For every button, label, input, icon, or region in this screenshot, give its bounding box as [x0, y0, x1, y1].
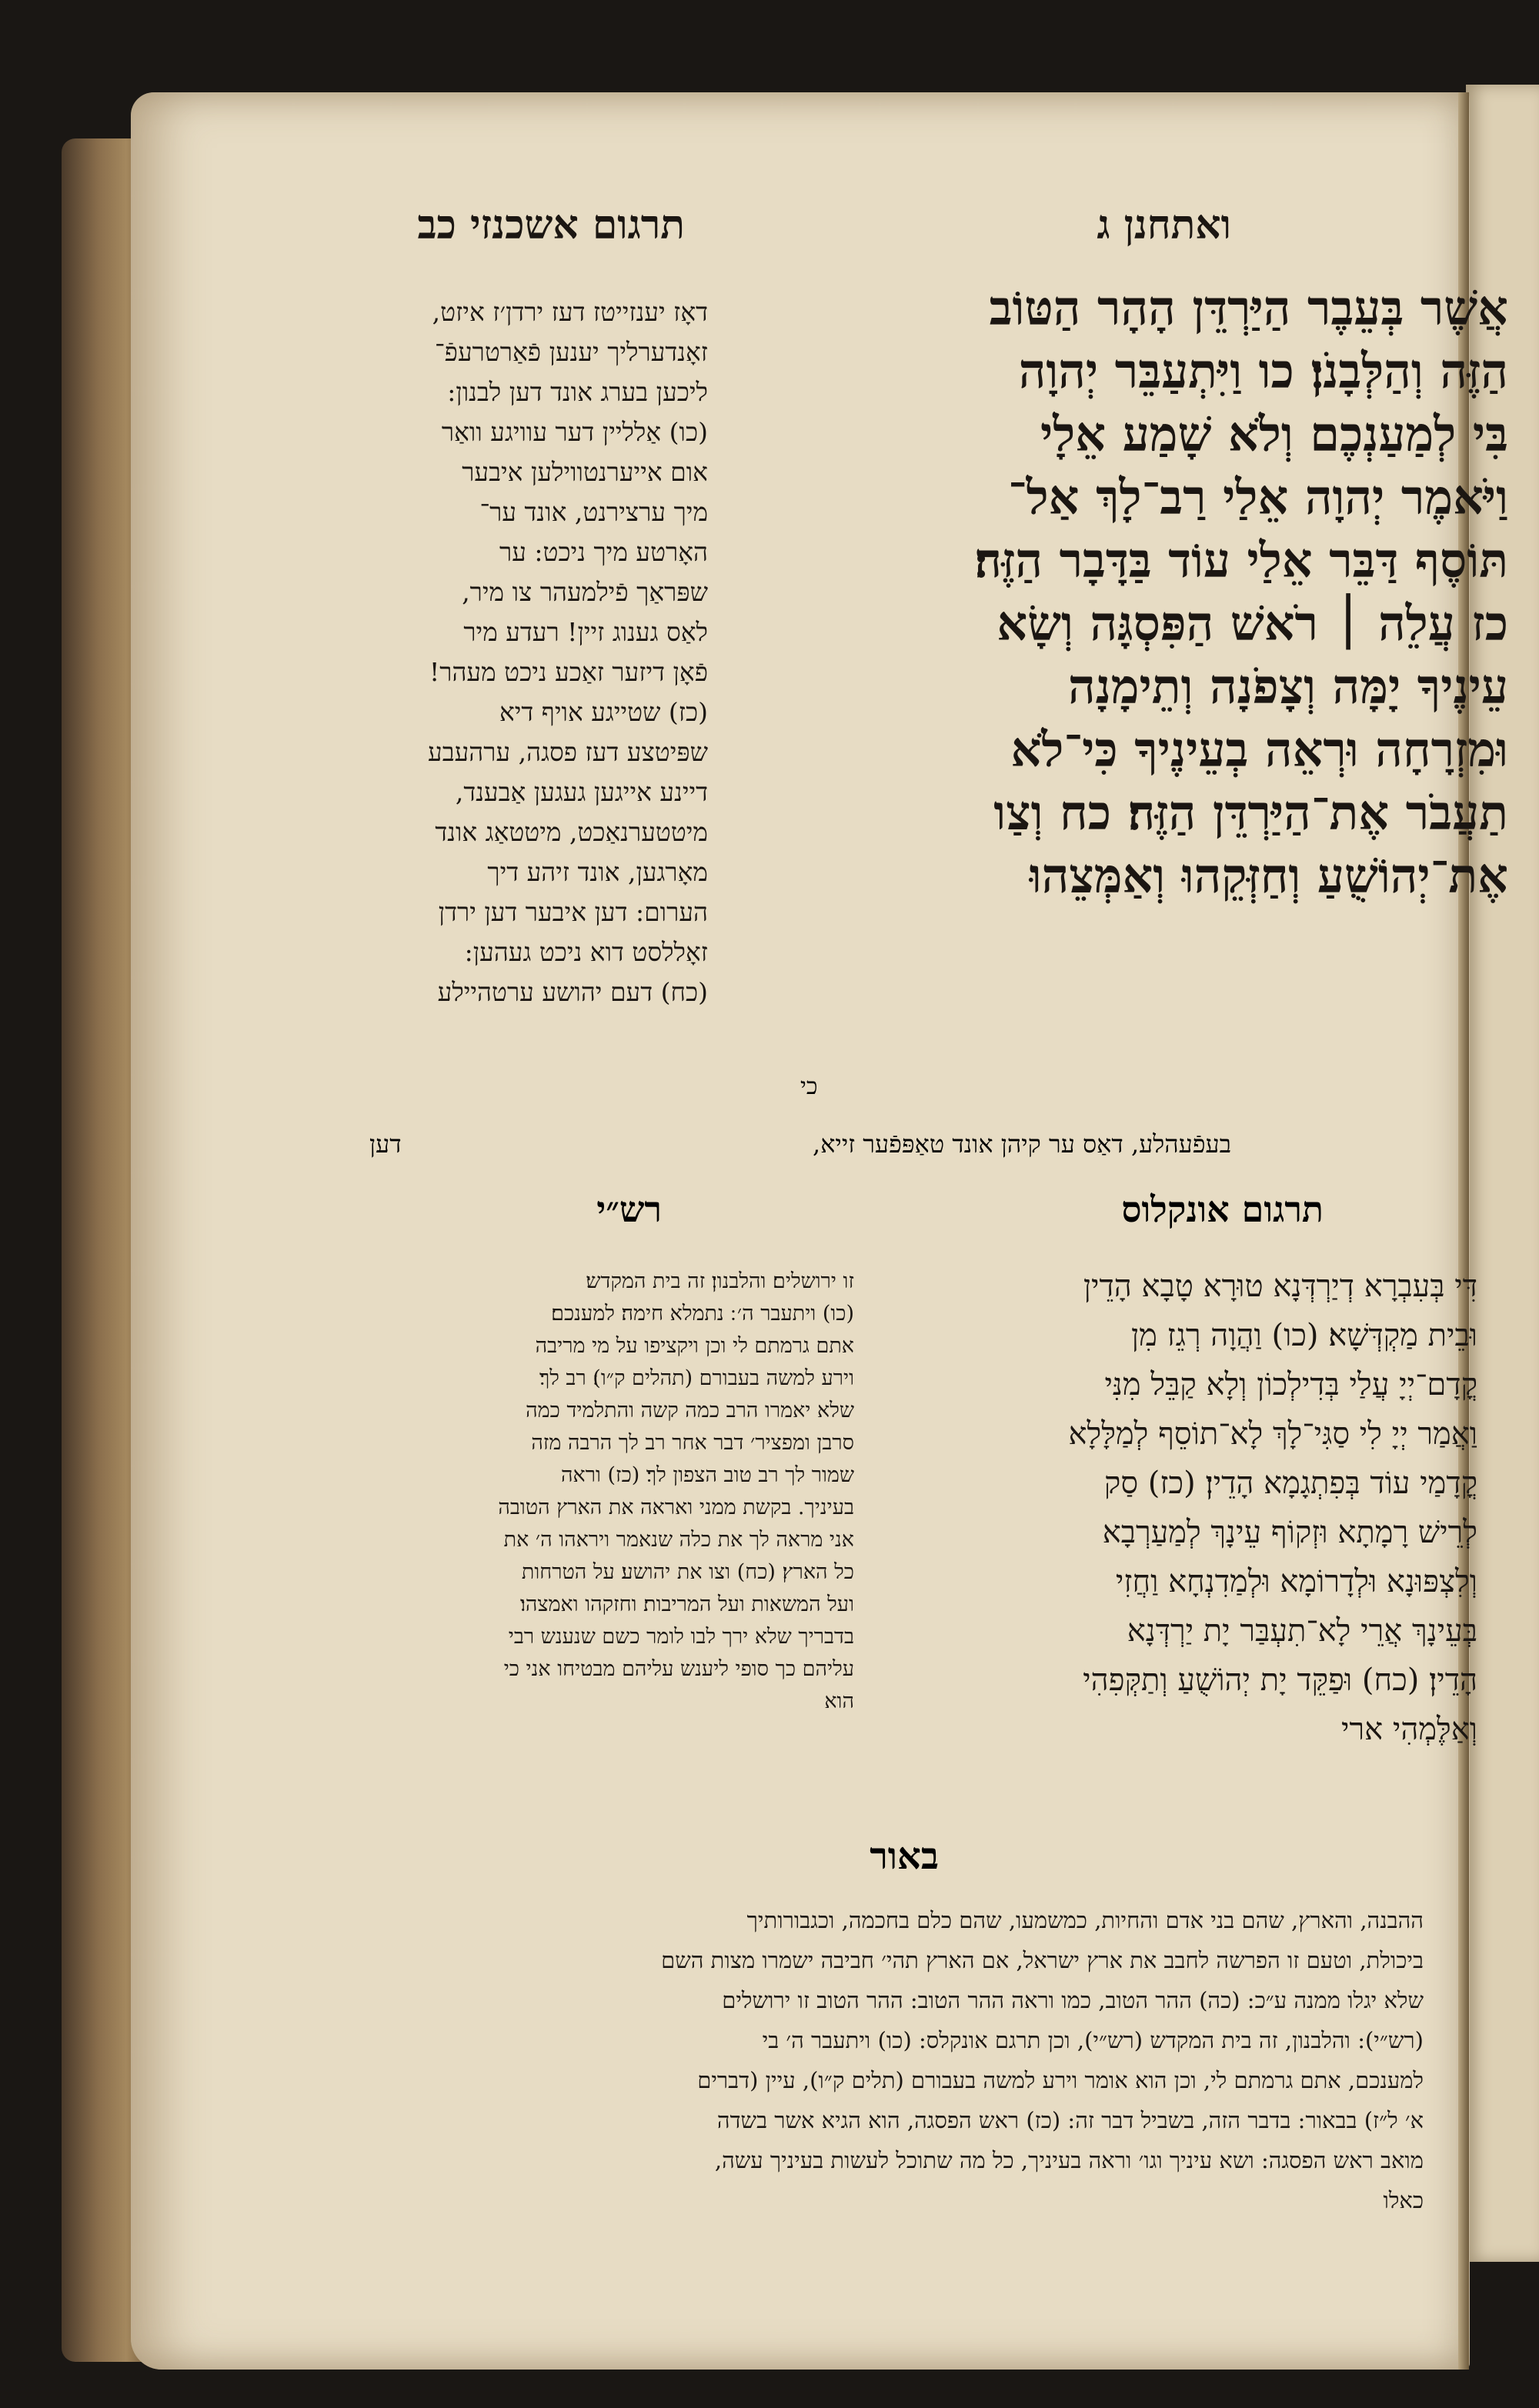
rashi-line: עליהם כך סופי ליענש עליהם מבטיחו אני כי [503, 1657, 854, 1681]
rashi-header: רש״י [596, 1189, 662, 1230]
biur-line: (רש״י): והלבנון, זה בית המקדש (רש״י), וכן תרגם אונקלס: (כו) ויתעבר ה׳ בי [762, 2027, 1424, 2053]
yiddish-line: מאָרגען, אונד זיהע דיך [487, 857, 708, 887]
rashi-line: אתם גרמתם לי וכן ויקציפו על מי מריבה [535, 1334, 854, 1358]
onkelos-text-block [885, 1262, 1477, 1754]
continuation-catchword: דען [369, 1129, 402, 1159]
hebrew-line: בִּי לְמַעַנְכֶם וְלֹא שָׁמַע אֵלָי [1040, 406, 1508, 462]
biur-line: ההבנה, והארץ, שהם בני אדם והחיות, כמשמעו, שהם כלם בחכמה, וכגבורותיך [746, 1907, 1424, 1933]
rashi-text-block [315, 1266, 854, 1718]
yiddish-line: מיך ערצירנט, אונד ער־ [479, 497, 708, 527]
yiddish-line: מיטטערנאַכט, מיטטאַג אונד [435, 817, 708, 847]
onkelos-header: תרגום אונקלוס [1121, 1189, 1324, 1230]
yiddish-line: שפּראַך פֿילמעהר צו מיר, [462, 577, 708, 607]
yiddish-line: (כו) אַלליין דער עוויגע וואַר [441, 417, 708, 447]
biur-line: א׳ ל״ז) בבאור: בדבר הזה, בשביל דבר זה: (כז) ראש הפסגה, הוא הגיא אשר בשדה [716, 2107, 1424, 2133]
rashi-line: כל הארץ׃ (כח) וצו את יהושע׃ על הטרחות [521, 1560, 854, 1584]
onkelos-line: וּבֵית מַקְדְּשָׁא׃ (כו) וַהֲוָה רְגֵז מִן [1130, 1318, 1477, 1353]
hebrew-line: עֵינֶיךָ יָמָּה וְצָפֹנָה וְתֵימָנָה [1067, 659, 1508, 715]
yiddish-translation-block [308, 292, 708, 1012]
rashi-line: אני מראה לך את כלה שנאמר ויראהו ה׳ את [503, 1528, 854, 1552]
hebrew-line: אֶת־יְהוֹשֻׁעַ וְחַזְּקֵהוּ וְאַמְּצֵהוּ [1029, 848, 1508, 904]
rashi-line: בעיניך. בקשת ממני ואראה את הארץ הטובה [498, 1496, 854, 1519]
rashi-line: (כו) ויתעבר ה׳ ׃ נתמלא חימה׃ למענכם׃ [551, 1302, 854, 1326]
onkelos-line: וַאֲמַר יְיָ לִי סַגִּי־לָךְ לָא־תוֹסֵף לְמַלָּלָא [1068, 1416, 1477, 1452]
hebrew-line: וּמִזְרָחָה וּרְאֵה בְעֵינֶיךָ כִּי־לֹא [1010, 722, 1508, 778]
yiddish-line: שפּיטצע דעז פסגה, ערהעבע [428, 737, 708, 767]
onkelos-line: לְרֵישׁ רָמָתָא וּזְקוֹף עֵינָךְ לְמַעַרְבָא [1102, 1515, 1477, 1550]
biur-line: ביכולת, וטעם זו הפרשה לחבב את ארץ ישראל, אם הארץ תהי׳ חביבה ישמרו מצות השם [661, 1947, 1424, 1973]
hebrew-line: הַזֶּה וְהַלְּבָנֹן׃ כו וַיִּתְעַבֵּר יְהוָה [1018, 343, 1508, 399]
biur-line: למענכם, אתם גרמתם לי, וכן הוא אומר וירע למשה בעבורם (תלים ק״ו), עיין (דברים [697, 2067, 1424, 2093]
biur-text-block [323, 1900, 1424, 2220]
running-header-right: ואתחנן ג [1097, 202, 1231, 248]
rashi-line: ועל המשאות ועל המריבות׃ וחזקהו ואמצהו׃ [519, 1593, 854, 1616]
yiddish-line: (כז) שטייגע אויף דיא [499, 697, 708, 727]
onkelos-line: בְּעֵינָךְ אֲרֵי לָא־תִעְבַּר יָת יַרְדְּנָא [1127, 1613, 1477, 1649]
hebrew-line: אֲשֶׁר בְּעֵבֶר הַיַּרְדֵּן הָהָר הַטּוֹב [989, 280, 1508, 336]
yiddish-line: (כח) דעם יהושע ערטהיילע [437, 977, 708, 1007]
yiddish-line: דיינע אייגען געגען אַבענד, [455, 777, 708, 807]
yiddish-line: זאָללסט דוא ניכט געהען: [464, 937, 708, 967]
yiddish-line: זאָנדערליך יענען פֿאַרטרעפֿ־ [435, 337, 708, 367]
running-header-left: תרגום אשכנזי כב [417, 202, 685, 248]
hebrew-line: תּוֹסֶף דַּבֵּר אֵלַי עוֹד בַּדָּבָר הַזֶּה׃ [974, 532, 1508, 589]
onkelos-line: קֳדָמַי עוֹד בְּפִתְגָמָא הָדֵין׃ (כז) סַק [1103, 1466, 1477, 1501]
onkelos-line: וְלִצְפּוּנָא וּלְדָרוֹמָא וּלְמַדִנְחָא וַחֲזִי [1115, 1564, 1477, 1599]
rashi-line: הוא [824, 1689, 854, 1713]
yiddish-line: פֿאָן דיזער זאַכע ניכט מעהר! [429, 657, 708, 687]
yiddish-continuation [369, 1129, 1231, 1159]
onkelos-line: קֳדָם־יְיָ עֲלַי בְּדִילְכוֹן וְלָא קַבֵּל מִנִּי [1104, 1367, 1477, 1402]
rashi-line: בדבריך שלא ירך לבו לומר כשם שנענש רבי [508, 1625, 854, 1649]
rashi-line: זו ירושלים׃ והלבנון׃ זה בית המקדש׃ [586, 1269, 854, 1293]
catchword: כי [800, 1073, 818, 1100]
onkelos-line: דִּי בְּעִבְרָא דְיַרְדְּנָא טוּרָא טָבָא הָדֵין [1083, 1269, 1477, 1304]
hebrew-line: תַעֲבֹר אֶת־הַיַּרְדֵּן הַזֶּה׃ כח וְצַו [993, 785, 1508, 841]
yiddish-line: האָרטע מיך ניכט: ער [499, 537, 708, 567]
biur-line: מואב ראש הפסגה: ושא עיניך וגו׳ וראה בעיניך, כל מה שתוכל לעשות בעיניך עשה, [714, 2147, 1424, 2173]
yiddish-line: הערום: דען איבער דען ירדן [438, 897, 708, 927]
hebrew-line: כז עֲלֵה ׀ רֹאשׁ הַפִּסְגָּה וְשָׂא [997, 595, 1508, 652]
biur-header: באור [870, 1835, 939, 1878]
rashi-line: שלא יאמרו הרב כמה קשה והתלמיד כמה [526, 1399, 854, 1422]
yiddish-line: דאָז יענזייטז דעז ירדן׳ז איזט, [432, 297, 708, 327]
continuation-text: בעפֿעהלע, דאַס ער קיהן אונד טאַפּפֿער זייא, [813, 1129, 1231, 1159]
yiddish-line: לאַס גענוג זיין! רעדע מיר [463, 617, 708, 647]
onkelos-line: הָדֵין׃ (כח) וּפַקֵּד יָת יְהוֹשֻׁעַ וְתַקְּפִהִי [1083, 1663, 1477, 1698]
yiddish-line: אום אייערנטווילען איבער [462, 457, 708, 487]
yiddish-line: ליכען בערג אונד דען לבנון: [447, 377, 708, 407]
biur-line: שלא יגלו ממנה ע״כ: (כה) ההר הטוב, כמו וראה ההר הטוב: ההר הטוב זו ירושלים [722, 1987, 1424, 2013]
rashi-line: סרבן ומפציר׳ דבר אחר רב לך הרבה מזה [531, 1431, 854, 1455]
onkelos-line: וְאַלֶּמְהִי ארי [1340, 1712, 1477, 1747]
rashi-line: שמור לך רב טוב הצפון לך׃ (כז) וראה [561, 1463, 854, 1487]
biur-line: כאלו [1383, 2187, 1424, 2213]
hebrew-line: וַיֹּאמֶר יְהוָה אֵלַי רַב־לָךְ אַל־ [1007, 469, 1508, 525]
hebrew-text-block [716, 277, 1508, 908]
rashi-line: וירע למשה בעבורם (תהלים ק״ו)׃ רב לך׃ [539, 1366, 854, 1390]
